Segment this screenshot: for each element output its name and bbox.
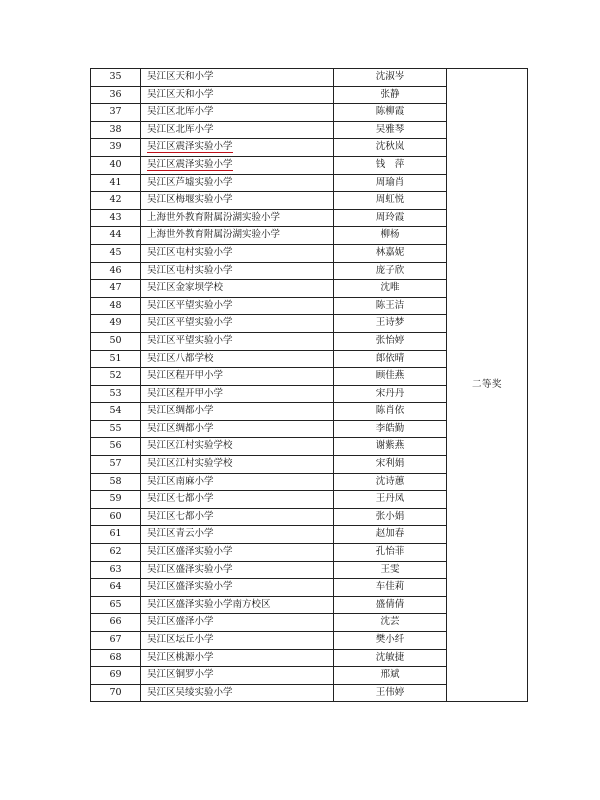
person-name: 樊小纤 bbox=[334, 632, 447, 650]
row-number: 68 bbox=[91, 649, 141, 667]
school-name-text: 上海世外教育附属汾湖实验小学 bbox=[147, 229, 281, 241]
row-number: 65 bbox=[91, 596, 141, 614]
award-table-body bbox=[91, 69, 528, 702]
school-name-text: 吴江区七都小学 bbox=[147, 493, 214, 505]
row-number: 37 bbox=[91, 104, 141, 122]
row-number: 53 bbox=[91, 385, 141, 403]
row-number: 67 bbox=[91, 632, 141, 650]
school-name-text: 吴江区震泽实验小学 bbox=[147, 158, 233, 170]
person-name: 张小娟 bbox=[334, 508, 447, 526]
person-name: 周虹悦 bbox=[334, 192, 447, 210]
school-name bbox=[141, 332, 334, 350]
row-number: 35 bbox=[91, 69, 141, 87]
school-name-text: 吴江区绸都小学 bbox=[147, 422, 214, 434]
school-name-text: 吴江区平望实验小学 bbox=[147, 317, 233, 329]
row-number: 66 bbox=[91, 614, 141, 632]
school-name-text: 吴江区震泽实验小学 bbox=[147, 141, 233, 153]
school-name bbox=[141, 315, 334, 333]
school-name bbox=[141, 69, 334, 87]
person-name: 王伟婷 bbox=[334, 684, 447, 702]
person-name: 张怡婷 bbox=[334, 332, 447, 350]
row-number: 61 bbox=[91, 526, 141, 544]
school-name-text: 吴江区青云小学 bbox=[147, 528, 214, 540]
person-name: 沈敏捷 bbox=[334, 649, 447, 667]
school-name-text: 吴江区吴绫实验小学 bbox=[147, 686, 233, 698]
school-name-text: 吴江区盛泽小学 bbox=[147, 616, 214, 628]
school-name-text: 吴江区屯村实验小学 bbox=[147, 246, 233, 258]
row-number: 36 bbox=[91, 86, 141, 104]
person-name: 李皓勤 bbox=[334, 420, 447, 438]
person-name: 林嘉妮 bbox=[334, 244, 447, 262]
school-name-text: 吴江区盛泽实验小学南方校区 bbox=[147, 598, 271, 610]
row-number: 64 bbox=[91, 579, 141, 597]
row-number: 58 bbox=[91, 473, 141, 491]
school-name bbox=[141, 139, 334, 157]
row-number: 38 bbox=[91, 121, 141, 139]
row-number: 70 bbox=[91, 684, 141, 702]
row-number: 50 bbox=[91, 332, 141, 350]
school-name bbox=[141, 174, 334, 192]
school-name bbox=[141, 632, 334, 650]
award-table-page bbox=[90, 68, 518, 702]
school-name-text: 吴江区北厍小学 bbox=[147, 106, 214, 118]
person-name: 陈柳霞 bbox=[334, 104, 447, 122]
school-name-text: 吴江区天和小学 bbox=[147, 88, 214, 100]
school-name-text: 吴江区七都小学 bbox=[147, 510, 214, 522]
row-number: 39 bbox=[91, 139, 141, 157]
person-name: 顾佳燕 bbox=[334, 368, 447, 386]
school-name-text: 吴江区南麻小学 bbox=[147, 475, 214, 487]
school-name-text: 吴江区平望实验小学 bbox=[147, 334, 233, 346]
school-name bbox=[141, 473, 334, 491]
person-name: 沈诗蕙 bbox=[334, 473, 447, 491]
school-name bbox=[141, 596, 334, 614]
row-number: 52 bbox=[91, 368, 141, 386]
school-name bbox=[141, 280, 334, 298]
row-number: 69 bbox=[91, 667, 141, 685]
row-number: 44 bbox=[91, 227, 141, 245]
school-name-text: 吴江区金家坝学校 bbox=[147, 282, 224, 294]
school-name bbox=[141, 684, 334, 702]
row-number: 43 bbox=[91, 209, 141, 227]
person-name: 宋利娟 bbox=[334, 456, 447, 474]
row-number: 42 bbox=[91, 192, 141, 210]
row-number: 54 bbox=[91, 403, 141, 421]
school-name bbox=[141, 667, 334, 685]
school-name-text: 吴江区桃源小学 bbox=[147, 651, 214, 663]
school-name-text: 吴江区绸都小学 bbox=[147, 405, 214, 417]
school-name bbox=[141, 438, 334, 456]
school-name-text: 吴江区盛泽实验小学 bbox=[147, 546, 233, 558]
school-name bbox=[141, 456, 334, 474]
school-name bbox=[141, 649, 334, 667]
person-name: 钱 萍 bbox=[334, 156, 447, 174]
school-name-text: 上海世外教育附属汾湖实验小学 bbox=[147, 211, 281, 223]
person-name: 邢斌 bbox=[334, 667, 447, 685]
person-name: 周瑜肖 bbox=[334, 174, 447, 192]
school-name bbox=[141, 104, 334, 122]
person-name: 宋丹丹 bbox=[334, 385, 447, 403]
person-name: 孔怡菲 bbox=[334, 544, 447, 562]
school-name-text: 吴江区平望实验小学 bbox=[147, 299, 233, 311]
school-name bbox=[141, 561, 334, 579]
school-name bbox=[141, 403, 334, 421]
school-name bbox=[141, 86, 334, 104]
award-table bbox=[90, 68, 528, 702]
school-name-text: 吴江区程开甲小学 bbox=[147, 387, 224, 399]
row-number: 57 bbox=[91, 456, 141, 474]
school-name-text: 吴江区江村实验学校 bbox=[147, 458, 233, 470]
row-number: 40 bbox=[91, 156, 141, 174]
school-name bbox=[141, 368, 334, 386]
person-name: 柳杨 bbox=[334, 227, 447, 245]
school-name bbox=[141, 156, 334, 174]
table-row bbox=[91, 69, 528, 87]
row-number: 47 bbox=[91, 280, 141, 298]
school-name-text: 吴江区江村实验学校 bbox=[147, 440, 233, 452]
person-name: 陈王洁 bbox=[334, 297, 447, 315]
person-name: 郎依晴 bbox=[334, 350, 447, 368]
row-number: 51 bbox=[91, 350, 141, 368]
row-number: 41 bbox=[91, 174, 141, 192]
school-name bbox=[141, 385, 334, 403]
row-number: 56 bbox=[91, 438, 141, 456]
school-name bbox=[141, 491, 334, 509]
school-name-text: 吴江区梅堰实验小学 bbox=[147, 194, 233, 206]
person-name: 王丹凤 bbox=[334, 491, 447, 509]
row-number: 60 bbox=[91, 508, 141, 526]
school-name bbox=[141, 192, 334, 210]
row-number: 46 bbox=[91, 262, 141, 280]
person-name: 王诗梦 bbox=[334, 315, 447, 333]
school-name bbox=[141, 350, 334, 368]
school-name bbox=[141, 544, 334, 562]
person-name: 赵加春 bbox=[334, 526, 447, 544]
school-name bbox=[141, 297, 334, 315]
row-number: 49 bbox=[91, 315, 141, 333]
school-name-text: 吴江区盛泽实验小学 bbox=[147, 563, 233, 575]
person-name: 陈肖依 bbox=[334, 403, 447, 421]
school-name-text: 吴江区铜罗小学 bbox=[147, 669, 214, 681]
person-name: 庞子欣 bbox=[334, 262, 447, 280]
school-name bbox=[141, 508, 334, 526]
person-name: 张静 bbox=[334, 86, 447, 104]
person-name: 周玲霞 bbox=[334, 209, 447, 227]
prize-level: 二等奖 bbox=[447, 69, 528, 702]
row-number: 55 bbox=[91, 420, 141, 438]
person-name: 吴雅琴 bbox=[334, 121, 447, 139]
school-name bbox=[141, 227, 334, 245]
school-name-text: 吴江区北厍小学 bbox=[147, 123, 214, 135]
row-number: 62 bbox=[91, 544, 141, 562]
school-name-text: 吴江区盛泽实验小学 bbox=[147, 581, 233, 593]
person-name: 盛倩倩 bbox=[334, 596, 447, 614]
person-name: 王雯 bbox=[334, 561, 447, 579]
school-name bbox=[141, 526, 334, 544]
school-name-text: 吴江区天和小学 bbox=[147, 71, 214, 82]
school-name bbox=[141, 121, 334, 139]
row-number: 45 bbox=[91, 244, 141, 262]
person-name: 沈芸 bbox=[334, 614, 447, 632]
school-name-text: 吴江区坛丘小学 bbox=[147, 634, 214, 645]
person-name: 谢紫燕 bbox=[334, 438, 447, 456]
school-name bbox=[141, 614, 334, 632]
school-name bbox=[141, 262, 334, 280]
person-name: 车佳莉 bbox=[334, 579, 447, 597]
school-name bbox=[141, 420, 334, 438]
person-name: 沈唯 bbox=[334, 280, 447, 298]
row-number: 63 bbox=[91, 561, 141, 579]
school-name bbox=[141, 579, 334, 597]
person-name: 沈秋岚 bbox=[334, 139, 447, 157]
school-name-text: 吴江区八都学校 bbox=[147, 352, 214, 364]
school-name bbox=[141, 209, 334, 227]
person-name: 沈淑岑 bbox=[334, 69, 447, 87]
school-name-text: 吴江区芦墟实验小学 bbox=[147, 176, 233, 188]
row-number: 59 bbox=[91, 491, 141, 509]
school-name bbox=[141, 244, 334, 262]
school-name-text: 吴江区程开甲小学 bbox=[147, 370, 224, 382]
row-number: 48 bbox=[91, 297, 141, 315]
school-name-text: 吴江区屯村实验小学 bbox=[147, 264, 233, 276]
